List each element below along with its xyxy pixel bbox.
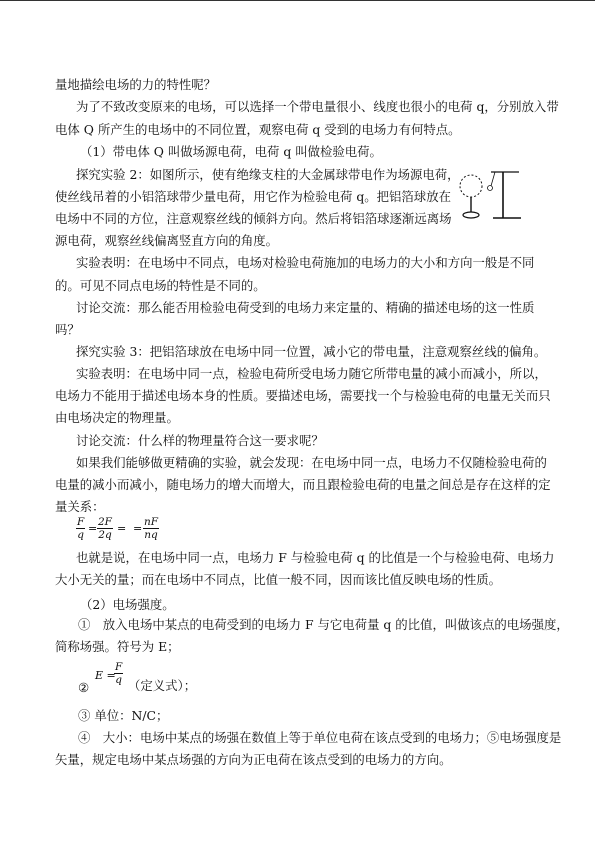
definition-note: （定义式）； [128,678,197,693]
text-line: 电场力不能用于描述电场本身的性质。要描述电场，需要找一个与检验电荷的电量无关而只 [55,388,551,403]
silk-thread [491,172,495,186]
text-line: 吗？ [55,322,80,337]
text-line: 如果我们能够做更精确的实验，就会发现：在电场中同一点，电场力不仅随检验电荷的 [76,455,547,470]
text-line: 探究实验 3：把铝箔球放在电场中同一位置，减小它的带电量，注意观察丝线的偏角。 [76,344,547,359]
text-line: 量关系： [55,499,105,514]
list-marker: ② [78,680,90,695]
equals-sign: = [117,522,127,535]
formula-lhs: E = [95,669,116,682]
text-line: 大小无关的量；而在电场中不同点，比值一般不同，因而该比值反映电场的性质。 [55,572,502,587]
text-line: 也就是说，在电场中同一点，电场力 F 与检验电荷 q 的比值是一个与检验电荷、电场力 [76,550,555,565]
text-line: 实验表明：在电场中不同点，电场对检验电荷施加的电场力的大小和方向一般是不同 [76,255,535,270]
equals-sign: = [88,522,98,535]
fraction-f-over-q: $\frac{F}{q}$ [77,516,85,541]
text-line: 为了不致改变原来的电场，可以选择一个带电量很小、线度也很小的电荷 q，分别放入带 [76,99,559,114]
text-line: 源电荷，观察丝线偏离竖直方向的角度。 [55,233,279,248]
foil-ball [488,186,493,191]
fraction-f-over-q: $\frac{F}{q}$ [115,661,123,686]
text-line: 讨论交流：什么样的物理量符合这一要求呢？ [76,433,324,448]
text-line: 矢量，规定电场中某点场强的方向为正电荷在该点受到的电场力的方向。 [55,752,452,767]
text-line: 电场中不同的方位，注意观察丝线的倾斜方向。然后将铝箔球逐渐远离场 [55,211,452,226]
text-line: 的。可见不同点电场的特性是不同的。 [55,278,266,293]
text-line: 电体 Q 所产生的电场中的不同位置，观察电荷 q 受到的电场力有何特点。 [55,122,461,137]
text-line: ③ 单位：N/C； [78,708,169,723]
text-line: 使丝线吊着的小铝箔球带少量电荷，用它作为检验电荷 q。把铝箔球放在 [55,189,451,204]
text-line: ① 放入电场中某点的电荷受到的电场力 F 与它电荷量 q 的比值，叫做该点的电场强度， [78,617,569,632]
fraction-nf-over-nq: $\frac{nF}{nq}$ [144,516,159,541]
text-line: （1）带电体 Q 叫做场源电荷，电荷 q 叫做检验电荷。 [80,144,382,159]
sphere-base [463,212,479,218]
text-line: 由电场决定的物理量。 [55,410,179,425]
metal-sphere-dashed [460,175,482,197]
equals-sign: = [133,522,143,535]
page-top-rule [0,0,595,1]
fraction-2f-over-2q: $\frac{2F}{2q}$ [98,516,112,541]
text-line: 探究实验 2：如图所示，使有绝缘支柱的大金属球带电作为场源电荷， [76,167,460,182]
text-line: 实验表明：在电场中同一点，检验电荷所受电场力随它所带电量的减小而减小，所以， [76,366,547,381]
electroscope-figure [455,168,525,228]
text-line: 简称场强。符号为 E； [55,639,180,654]
text-line: ④ 大小：电场中某点的场强在数值上等于单位电荷在该点受到的电场力；⑤电场强度是 [78,730,562,745]
section-heading: （2）电场强度。 [80,597,175,612]
text-line: 量地描绘电场的力的特性呢？ [55,77,217,92]
text-line: 讨论交流：那么能否用检验电荷受到的电场力来定量的、精确的描述电场的这一性质 [76,300,535,315]
text-line: 电量的减小而减小，随电场力的增大而增大，而且跟检验电荷的电量之间总是存在这样的定 [55,477,551,492]
